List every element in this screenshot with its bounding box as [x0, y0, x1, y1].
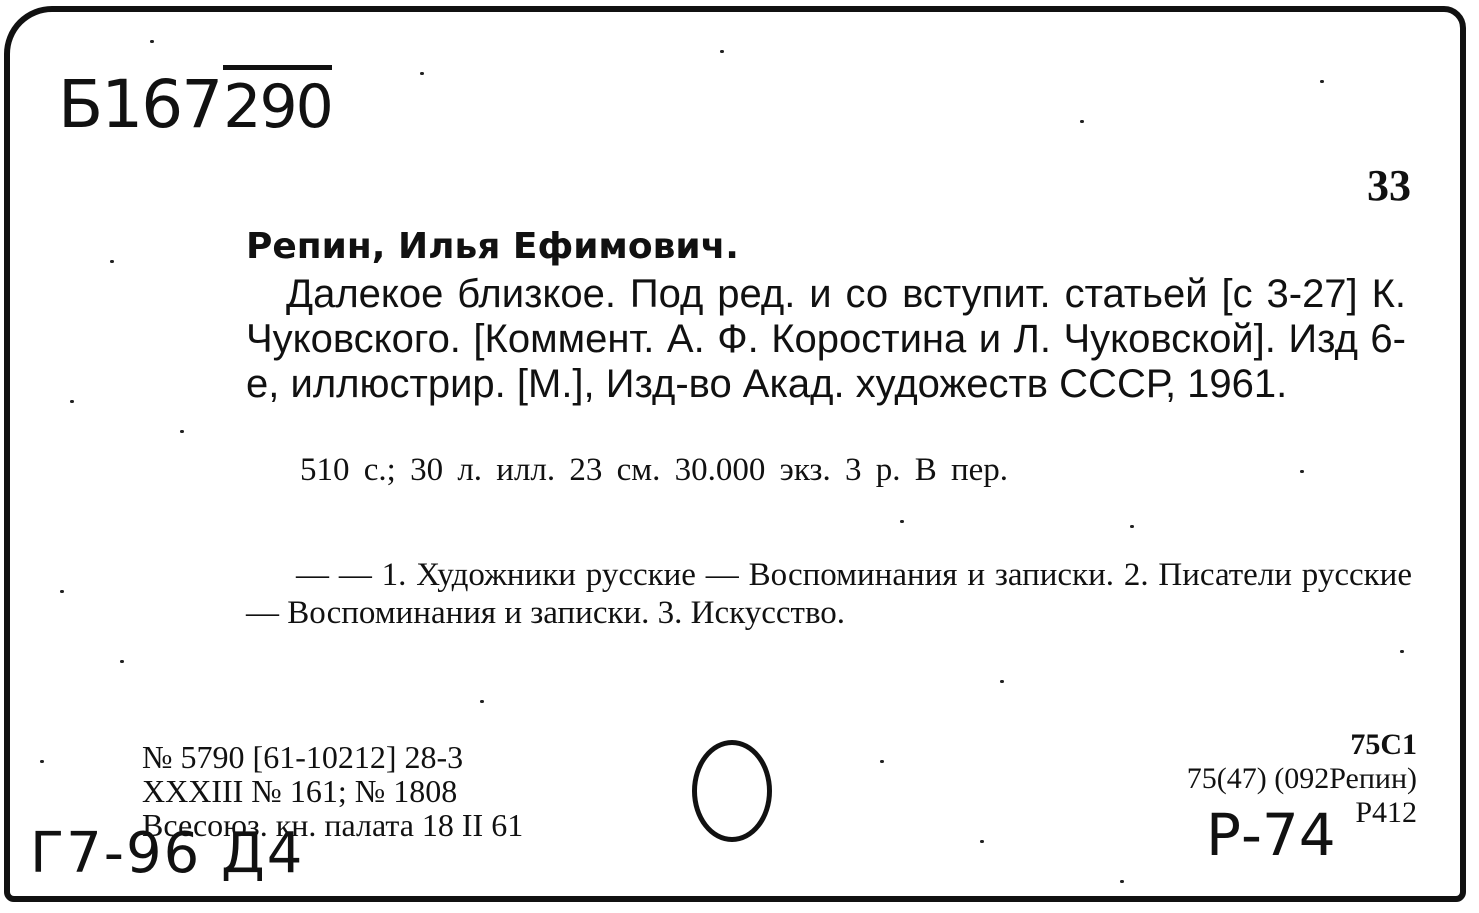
inventory-number-left: Г7-96 Д4: [30, 821, 305, 886]
subject-headings: — — 1. Художники русские — Воспоминания и записки. 2. Писатели русские — Воспоминания и записки. 3. Искусство.: [246, 557, 1412, 631]
scan-speck: [60, 590, 64, 593]
scan-speck: [120, 660, 124, 663]
scan-speck: [480, 700, 484, 703]
scan-speck: [1120, 880, 1124, 883]
pub-line: № 5790 [61-10212] 28-3: [142, 739, 464, 775]
bibliographic-description: Далекое близкое. Под ред. и со вступит. статьей [с 3-27] К. Чуковского. [Коммент. А. Ф. Коростина и Л. Чуковской]. Изд 6-е, иллюстрир. [М.], Изд-во Акад. художеств СССР, 1961.: [246, 272, 1406, 406]
scan-speck: [150, 40, 154, 43]
scan-speck: [1130, 525, 1134, 528]
scan-speck: [1300, 470, 1304, 473]
scan-speck: [180, 430, 184, 433]
scan-speck: [1000, 680, 1004, 683]
scan-speck: [420, 72, 424, 75]
shelf-mark-sub: 290: [223, 65, 332, 142]
pub-line: Всесоюз. кн. палата 18 II 61: [142, 807, 524, 843]
card-punch-hole: [692, 740, 772, 842]
scan-speck: [880, 760, 884, 763]
class-line: Р412: [1355, 796, 1417, 829]
class-line: 75С1: [1350, 728, 1417, 761]
scan-speck: [40, 760, 44, 763]
class-line: 75(47) (092Репин): [1186, 762, 1417, 795]
physical-description: 510 с.; 30 л. илл. 23 см. 30.000 экз. 3 р. В пер.: [300, 452, 1009, 488]
card-number: 33: [1367, 161, 1411, 210]
scan-speck: [1400, 650, 1404, 653]
inventory-number-right: Р-74: [1206, 801, 1336, 869]
scan-speck: [1320, 80, 1324, 83]
shelf-mark-main: Б167: [58, 66, 222, 143]
scan-speck: [980, 840, 984, 843]
scan-speck: [1080, 120, 1084, 123]
pub-line: XXXIII № 161; № 1808: [142, 773, 458, 809]
scan-speck: [900, 520, 904, 523]
scan-speck: [70, 400, 74, 403]
shelf-mark: [58, 66, 332, 143]
scan-speck: [720, 50, 724, 53]
scan-speck: [110, 260, 114, 263]
author-heading: Репин, Илья Ефимович.: [246, 226, 739, 267]
